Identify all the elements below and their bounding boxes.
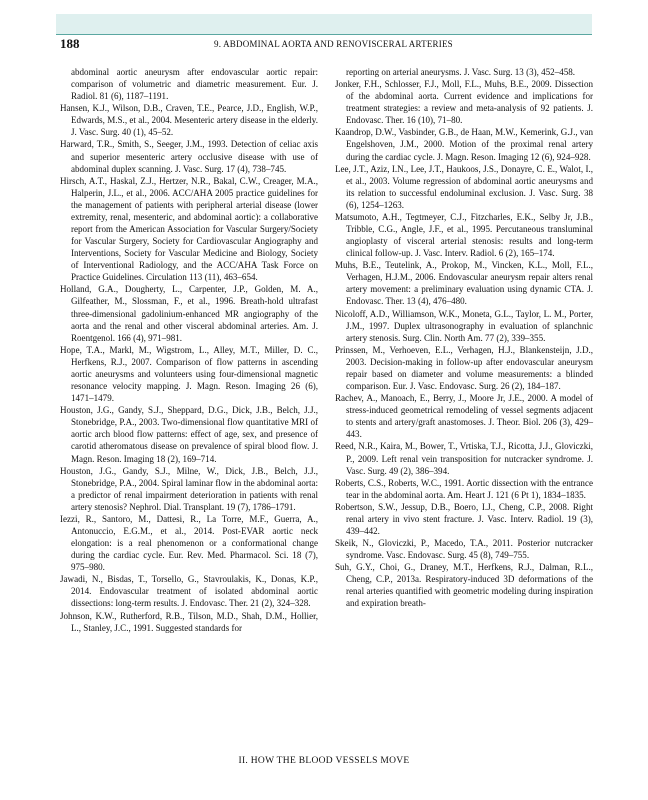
- reference-entry: Rachev, A., Manoach, E., Berry, J., Moore Jr, J.E., 2000. A model of stress-induced geometrical remodeling of vessel segments adjacent to stents and artery/graft anastomoses. J. Theor. Biol. 206 (3), 429–443.: [335, 393, 593, 440]
- header-band: [56, 14, 592, 34]
- part-footer: II. HOW THE BLOOD VESSELS MOVE: [238, 756, 410, 766]
- references-right-column: [335, 66, 593, 610]
- reference-entry: Hirsch, A.T., Haskal, Z.J., Hertzer, N.R., Bakal, C.W., Creager, M.A., Halperin, J.L., et al., 2006. ACC/AHA 2005 practice guidelines for the management of patients with peripheral arterial disease (lower extremity, renal, mesenteric, and abdominal aortic): a collaborative report from the American Association for Vascular Surgery/Society for Vascular Surgery, Society for Cardiovascular Angiography and Interventions, Society for Vascular Medicine and Biology, Society of Interventional Radiology, and the ACC/AHA Task Force on Practice Guidelines. Circulation 113 (11), 463–654.: [60, 175, 318, 283]
- header-rule: [56, 34, 592, 35]
- reference-entry: abdominal aortic aneurysm after endovascular aortic repair: comparison of volumetric and diametric measurement. Eur. J. Radiol. 81 (6), 1187–1191.: [71, 67, 318, 102]
- reference-entry: Prinssen, M., Verhoeven, E.L., Verhagen, H.J., Blankensteijn, J.D., 2003. Decision-making in follow-up after endovascular aneurysm repair based on diameter and volume measurements: a blinded comparison. Eur. J. Vasc. Endovasc. Surg. 26 (2), 184–187.: [335, 344, 593, 392]
- references-left-column: [60, 66, 318, 634]
- reference-entry: Iezzi, R., Santoro, M., Dattesi, R., La Torre, M.F., Guerra, A., Antonuccio, E.G.M., et al., 2014. Post-EVAR aortic neck elongation: is a real phenomenon or a conformational change during the cardiac cycle. Eur. Rev. Med. Pharmacol. Sci. 18 (7), 975–980.: [60, 513, 318, 573]
- reference-entry: Houston, J.G., Gandy, S.J., Milne, W., Dick, J.B., Belch, J.J., Stonebridge, P.A., 2004. Spiral laminar flow in the abdominal aorta: a predictor of renal impairment deterioration in patients with renal artery stenosis? Nephrol. Dial. Transplant. 19 (7), 1786–1791.: [60, 465, 318, 512]
- reference-entry: Robertson, S.W., Jessup, D.B., Boero, I.J., Cheng, C.P., 2008. Right renal artery in vivo stent fracture. J. Vasc. Interv. Radiol. 19 (3), 439–442.: [335, 501, 593, 536]
- reference-entry: Johnson, K.W., Rutherford, R.B., Tilson, M.D., Shah, D.M., Hollier, L., Stanley, J.C., 1991. Suggested standards for: [60, 610, 318, 633]
- reference-entry: Muhs, B.E., Teutelink, A., Prokop, M., Vincken, K.L., Moll, F.L., Verhagen, H.J.M., 2006. Endovascular aneurysm repair alters renal artery movement: a preliminary evaluation using dynamic CTA. J. Endovasc. Ther. 13 (4), 476–480.: [335, 260, 593, 307]
- reference-entry: Roberts, C.S., Roberts, W.C., 1991. Aortic dissection with the entrance tear in the abdominal aorta. Am. Heart J. 121 (6 Pt 1), 1834–1835.: [335, 477, 593, 500]
- reference-entry: Houston, J.G., Gandy, S.J., Sheppard, D.G., Dick, J.B., Belch, J.J., Stonebridge, P.A., 2003. Two-dimensional flow quantitative MRI of aortic arch blood flow patterns: effect of age, sex, and presence of carotid atheromatous disease on prevalence of spiral blood flow. J. Magn. Reson. Imaging 18 (2), 169–714.: [60, 405, 318, 464]
- reference-entry: Hope, T.A., Markl, M., Wigstrom, L., Alley, M.T., Miller, D. C., Herfkens, R.J., 2007. Comparison of flow patterns in ascending aortic aneurysms and volunteers using four-dimensional magnetic resonance velocity mapping. J. Magn. Reson. Imaging 26 (6), 1471–1479.: [60, 344, 318, 404]
- reference-entry: Suh, G.Y., Choi, G., Draney, M.T., Herfkens, R.J., Dalman, R.L., Cheng, C.P., 2013a. Respiratory-induced 3D deformations of the renal arteries quantified with geometric modeling during inspiration and expiration breath-: [335, 562, 593, 609]
- running-head: 9. ABDOMINAL AORTA AND RENOVISCERAL ARTERIES: [214, 39, 453, 49]
- reference-entry: reporting on arterial aneurysms. J. Vasc. Surg. 13 (3), 452–458.: [346, 67, 576, 77]
- reference-entry: Jonker, F.H., Schlosser, F.J., Moll, F.L., Muhs, B.E., 2009. Dissection of the abdominal aorta. Current evidence and implications for treatment strategies: a review and meta-analysis of 92 patients. J. Endovasc. Ther. 16 (10), 71–80.: [335, 79, 593, 126]
- reference-entry: Skeik, N., Gloviczki, P., Macedo, T.A., 2011. Posterior nutcracker syndrome. Vasc. Endovasc. Surg. 45 (8), 749–755.: [335, 538, 593, 561]
- reference-entry: Reed, N.R., Kaira, M., Bower, T., Vrtiska, T.J., Ricotta, J.J., Gloviczki, P., 2009. Left renal vein transposition for nutcracker syndrome. J. Vasc. Surg. 49 (2), 386–394.: [335, 441, 593, 476]
- reference-entry: Kaandrop, D.W., Vasbinder, G.B., de Haan, M.W., Kemerink, G.J., van Engelshoven, J.M., 2000. Motion of the proximal renal artery during the cardiac cycle. J. Magn. Reson. Imaging 12 (6), 924–928.: [335, 127, 593, 162]
- reference-entry: Hansen, K.J., Wilson, D.B., Craven, T.E., Pearce, J.D., English, W.P., Edwards, M.S., et al., 2004. Mesenteric artery disease in the elderly. J. Vasc. Surg. 40 (1), 45–52.: [60, 103, 318, 138]
- reference-entry: Matsumoto, A.H., Tegtmeyer, C.J., Fitzcharles, E.K., Selby Jr, J.B., Tribble, C.G., Angle, J.F., et al., 1995. Percutaneous transluminal angioplasty of visceral arterial stenosis: results and long-term clinical follow-up. J. Vasc. Interv. Radiol. 6 (2), 165–174.: [335, 211, 593, 259]
- reference-entry: Nicoloff, A.D., Williamson, W.K., Moneta, G.L., Taylor, L. M., Porter, J.M., 1997. Duplex ultrasonography in evaluation of splanchnic artery stenosis. Surg. Clin. North Am. 77 (2), 339–355.: [335, 308, 593, 343]
- reference-entry: Jawadi, N., Bisdas, T., Torsello, G., Stavroulakis, K., Donas, K.P., 2014. Endovascular treatment of isolated abdominal aortic dissections: long-term results. J. Endovasc. Ther. 21 (2), 324–328.: [60, 574, 318, 609]
- reference-entry: Harward, T.R., Smith, S., Seeger, J.M., 1993. Detection of celiac axis and superior mesenteric artery occlusive disease with use of abdominal duplex scanning. J. Vasc. Surg. 17 (4), 738–745.: [60, 139, 318, 174]
- page-number: 188: [60, 36, 80, 51]
- reference-entry: Lee, J.T., Aziz, I.N., Lee, J.T., Haukoos, J.S., Donayre, C. E., Walot, I., et al., 2003. Volume regression of abdominal aortic aneurysms and its relation to successful endoluminal exclusion. J. Vasc. Surg. 38 (6), 1254–1263.: [335, 163, 593, 210]
- reference-entry: Holland, G.A., Dougherty, L., Carpenter, J.P., Golden, M. A., Gilfeather, M., Slossman, F., et al., 1996. Breath-hold ultrafast three-dimensional gadolinium-enhanced MR angiography of the aorta and the renal and other visceral abdominal arteries. Am. J. Roentgenol. 166 (4), 971–981.: [60, 284, 318, 343]
